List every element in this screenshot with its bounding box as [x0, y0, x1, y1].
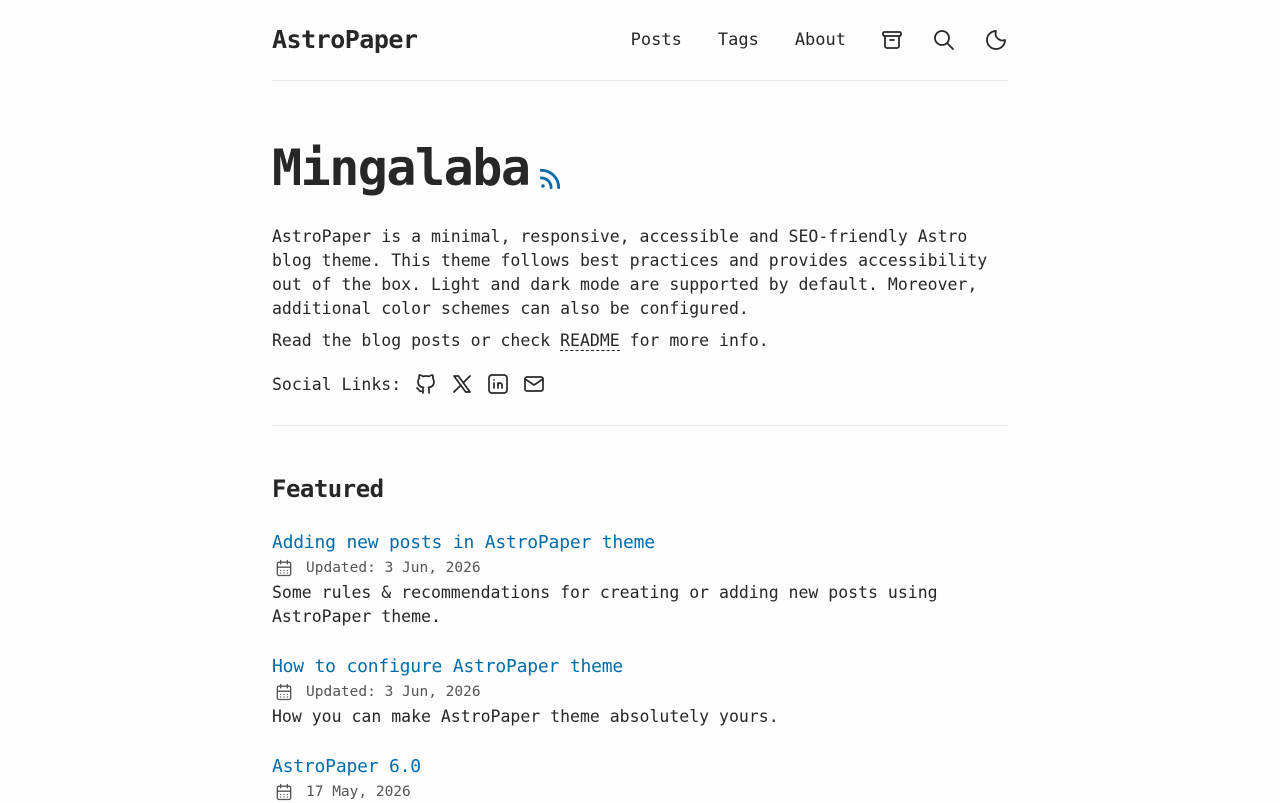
- main-nav: [631, 28, 1008, 52]
- post-meta: [272, 557, 1008, 579]
- featured-post: [272, 531, 1008, 629]
- mail-icon[interactable]: [521, 371, 547, 397]
- moon-icon[interactable]: [984, 28, 1008, 52]
- readme-prefix: Read the blog posts or check: [272, 331, 561, 350]
- post-title-link[interactable]: How to configure AstroPaper theme: [272, 656, 624, 677]
- nav-link-tags[interactable]: Tags: [717, 30, 759, 50]
- github-icon[interactable]: [413, 371, 439, 397]
- site-header: [272, 0, 1008, 81]
- search-icon[interactable]: [932, 28, 956, 52]
- nav-link-about[interactable]: About: [794, 30, 846, 50]
- nav-links: [631, 30, 846, 50]
- readme-line: [272, 329, 769, 353]
- hero-intro: AstroPaper is a minimal, responsive, accessible and SEO-friendly Astro blog theme. This theme follows best practices and provides accessibility out of the box. Light and dark mode are supported by default. Moreover, additional color schemes can also be configured.: [272, 227, 988, 318]
- calendar-icon: [274, 782, 294, 802]
- section-divider: [272, 425, 1008, 426]
- post-title-link[interactable]: AstroPaper 6.0: [272, 756, 421, 777]
- post-date: Updated: 3 Jun, 2026: [306, 560, 481, 576]
- page-container: [272, 0, 1008, 800]
- featured-post: [272, 655, 1008, 729]
- site-title-link[interactable]: AstroPaper: [272, 24, 418, 54]
- linkedin-icon[interactable]: [485, 371, 511, 397]
- post-description: How you can make AstroPaper theme absolutely yours.: [272, 707, 779, 726]
- calendar-icon: [274, 558, 294, 578]
- hero-title-row: [272, 136, 563, 200]
- rss-icon[interactable]: [537, 166, 563, 192]
- calendar-icon: [274, 682, 294, 702]
- readme-suffix: for more info.: [619, 331, 769, 350]
- x-icon[interactable]: [449, 371, 475, 397]
- hero-title: Mingalaba: [272, 139, 530, 197]
- post-title-link[interactable]: Adding new posts in AstroPaper theme: [272, 532, 655, 553]
- featured-post: [272, 755, 1008, 803]
- post-date: Updated: 3 Jun, 2026: [306, 684, 481, 700]
- post-meta: [272, 681, 1008, 703]
- social-links-label: Social Links:: [272, 374, 402, 394]
- post-date: 17 May, 2026: [306, 784, 411, 800]
- social-links: [272, 371, 557, 397]
- nav-link-posts[interactable]: Posts: [630, 30, 682, 50]
- featured-heading: Featured: [272, 475, 384, 503]
- archive-icon[interactable]: [880, 28, 904, 52]
- post-description: Some rules & recommendations for creating or adding new posts using AstroPaper theme.: [272, 583, 938, 626]
- readme-link[interactable]: README: [560, 331, 620, 350]
